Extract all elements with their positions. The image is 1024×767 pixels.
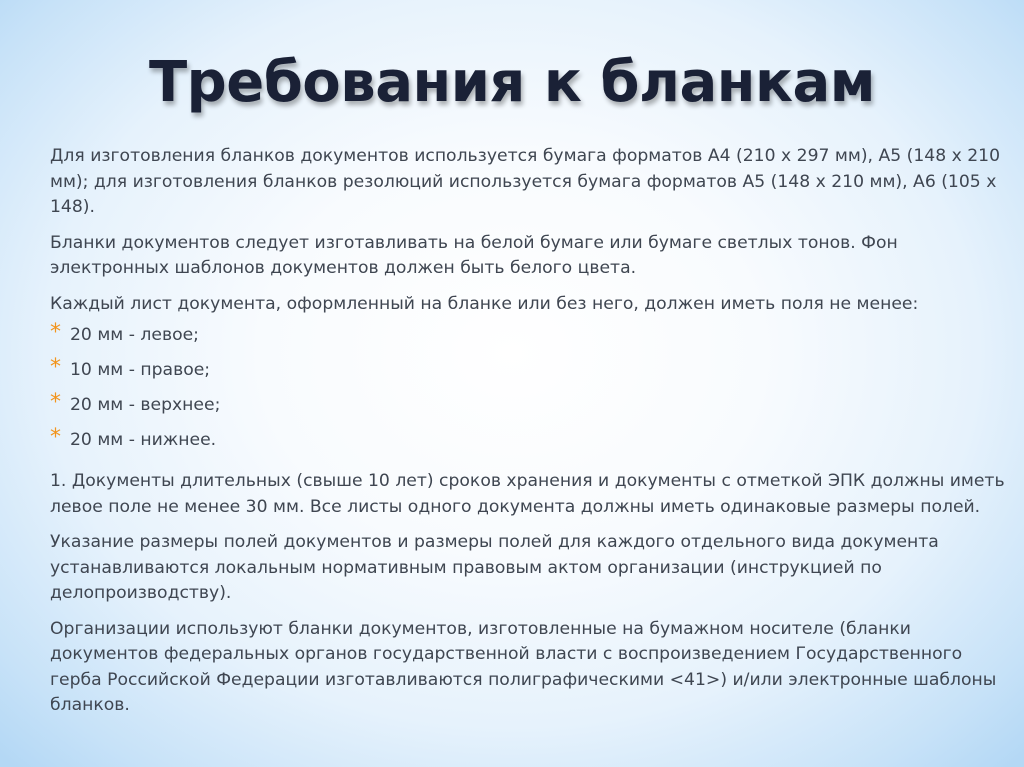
slide-title: Требования к бланкам bbox=[148, 50, 876, 115]
paragraph-margins-intro: Каждый лист документа, оформленный на бланке или без него, должен иметь поля не менее: bbox=[50, 293, 919, 314]
list-item bbox=[50, 355, 1010, 393]
list-item bbox=[50, 425, 1010, 463]
list-item-text: 20 мм - верхнее; bbox=[70, 395, 221, 415]
star-bullet-icon: * bbox=[50, 355, 61, 380]
star-bullet-icon: * bbox=[50, 425, 61, 450]
list-item-text: 20 мм - левое; bbox=[70, 325, 199, 345]
margins-list bbox=[50, 320, 1010, 463]
list-item-text: 20 мм - нижнее. bbox=[70, 430, 217, 450]
paragraph-paper-formats: Для изготовления бланков документов используется бумага форматов А4 (210 х 297 мм), А5 (148 х 210 мм); для изготовления бланков резолюций используется бумага форматов А5 (148 х 210 мм), А6 (105 х 148). bbox=[50, 146, 1001, 217]
paragraph-long-term-documents: 1. Документы длительных (свыше 10 лет) сроков хранения и документы с отметкой ЭПК должны иметь левое поле не менее 30 мм. Все листы одного документа должны иметь одинаковые размеры полей. bbox=[50, 471, 1005, 517]
star-bullet-icon: * bbox=[50, 390, 61, 415]
list-item bbox=[50, 390, 1010, 428]
paragraph-paper-color: Бланки документов следует изготавливать на белой бумаге или бумаге светлых тонов. Фон электронных шаблонов документов должен быть белого цвета. bbox=[50, 232, 898, 278]
paragraph-blank-templates: Организации используют бланки документов, изготовленные на бумажном носителе (бланки документов федеральных органов государственной власти с воспроизведением Государственного герба Российской Федерации изготавливаются полиграфическими <41>) и/или электронные шаблоны бланков. bbox=[50, 618, 997, 715]
list-item bbox=[50, 320, 1010, 358]
slide-body bbox=[50, 144, 1010, 729]
paragraph-local-regulation: Указание размеры полей документов и размеры полей для каждого отдельного вида документа устанавливаются локальным нормативным правовым актом организации (инструкцией по делопроизводству). bbox=[50, 532, 939, 603]
list-item-text: 10 мм - правое; bbox=[70, 360, 211, 380]
star-bullet-icon: * bbox=[50, 320, 61, 345]
